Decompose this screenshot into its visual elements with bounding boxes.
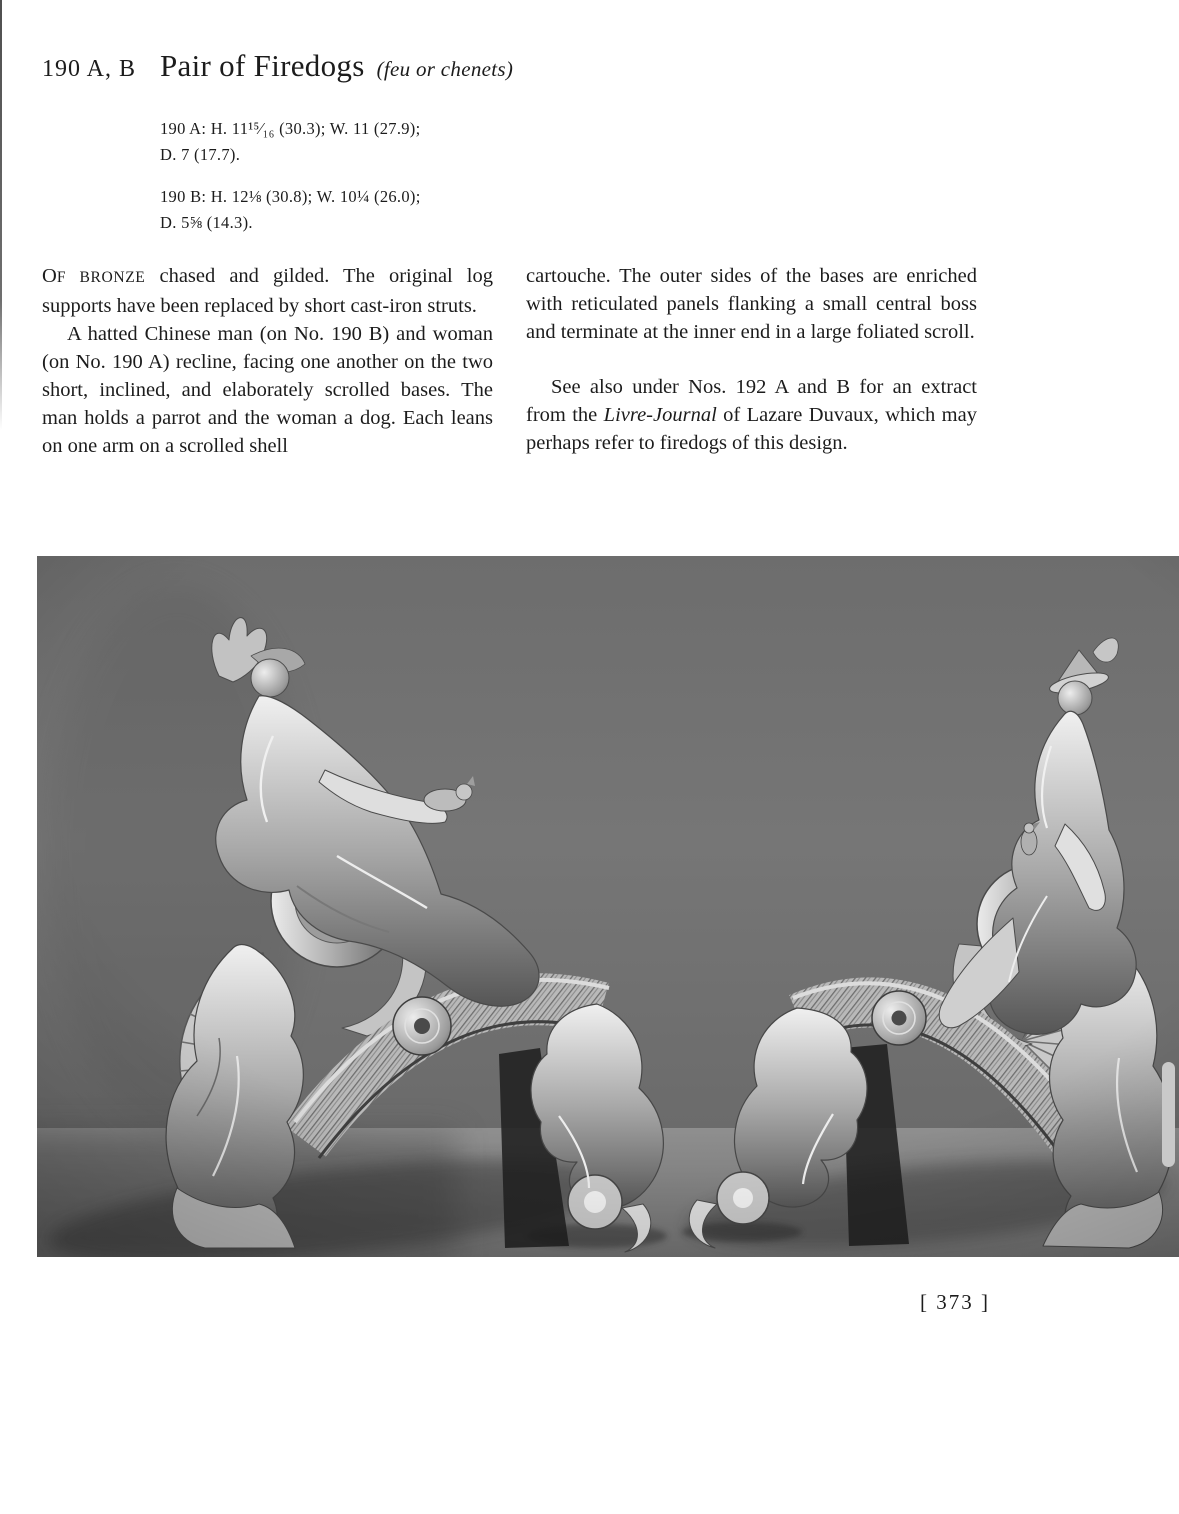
body-column-right: [526, 262, 977, 457]
entry-header: [42, 48, 513, 84]
paragraph-figures: A hatted Chinese man (on No. 190 B) and woman (on No. 190 A) recline, facing one another on the two short, inclined, and elaborately scrolled bases. The man holds a parrot and the woman a dog. Each leans on one arm on a scrolled shell: [42, 323, 493, 457]
page-edge-shadow: [0, 0, 2, 430]
dimensions-a-line1: 190 A: H. 11¹⁵⁄₁₆ (30.3); W. 11 (27.9);: [160, 119, 421, 138]
dimensions-a-line2: D. 7 (17.7).: [160, 145, 241, 164]
paragraph-bronze: [42, 262, 493, 320]
paragraph-cartouche: cartouche. The outer sides of the bases are enriched with reticulated panels flanking a small central boss and terminate at the inner end in a large foliated scroll.: [526, 265, 977, 343]
dimensions-b-line2: D. 5⅝ (14.3).: [160, 213, 253, 232]
dimensions-b-line1: 190 B: H. 12⅛ (30.8); W. 10¼ (26.0);: [160, 187, 421, 206]
firedogs-photo: [37, 556, 1179, 1257]
see-also-post: of Lazare Duvaux, which may perhaps refer to firedogs of this design.: [526, 404, 977, 454]
body-column-left: [42, 262, 493, 460]
title-french-note: (feu or chenets): [376, 57, 514, 81]
paragraph-see-also: [526, 373, 977, 457]
page-number: [ 373 ]: [920, 1290, 990, 1314]
scrollbar-thumb[interactable]: [1162, 1062, 1175, 1167]
dimensions-block: [160, 116, 421, 236]
dimensions-item-a: [160, 116, 421, 168]
paragraph-lead-cap: O: [42, 265, 57, 287]
paragraph-smallcaps: F BRONZE: [56, 269, 146, 286]
catalog-number: 190 A, B: [42, 56, 137, 82]
dimensions-item-b: [160, 184, 421, 236]
firedogs-photo-art: [37, 556, 1179, 1257]
see-also-pre: See also under Nos. 192 A and B for an extract from the: [526, 376, 977, 426]
paragraph-rest: chased and gilded. The original log supports have been replaced by short cast-iron struts.: [42, 265, 493, 317]
page-title: Pair of Firedogs: [160, 48, 365, 83]
livre-journal-italic: Livre-Journal: [603, 404, 717, 426]
